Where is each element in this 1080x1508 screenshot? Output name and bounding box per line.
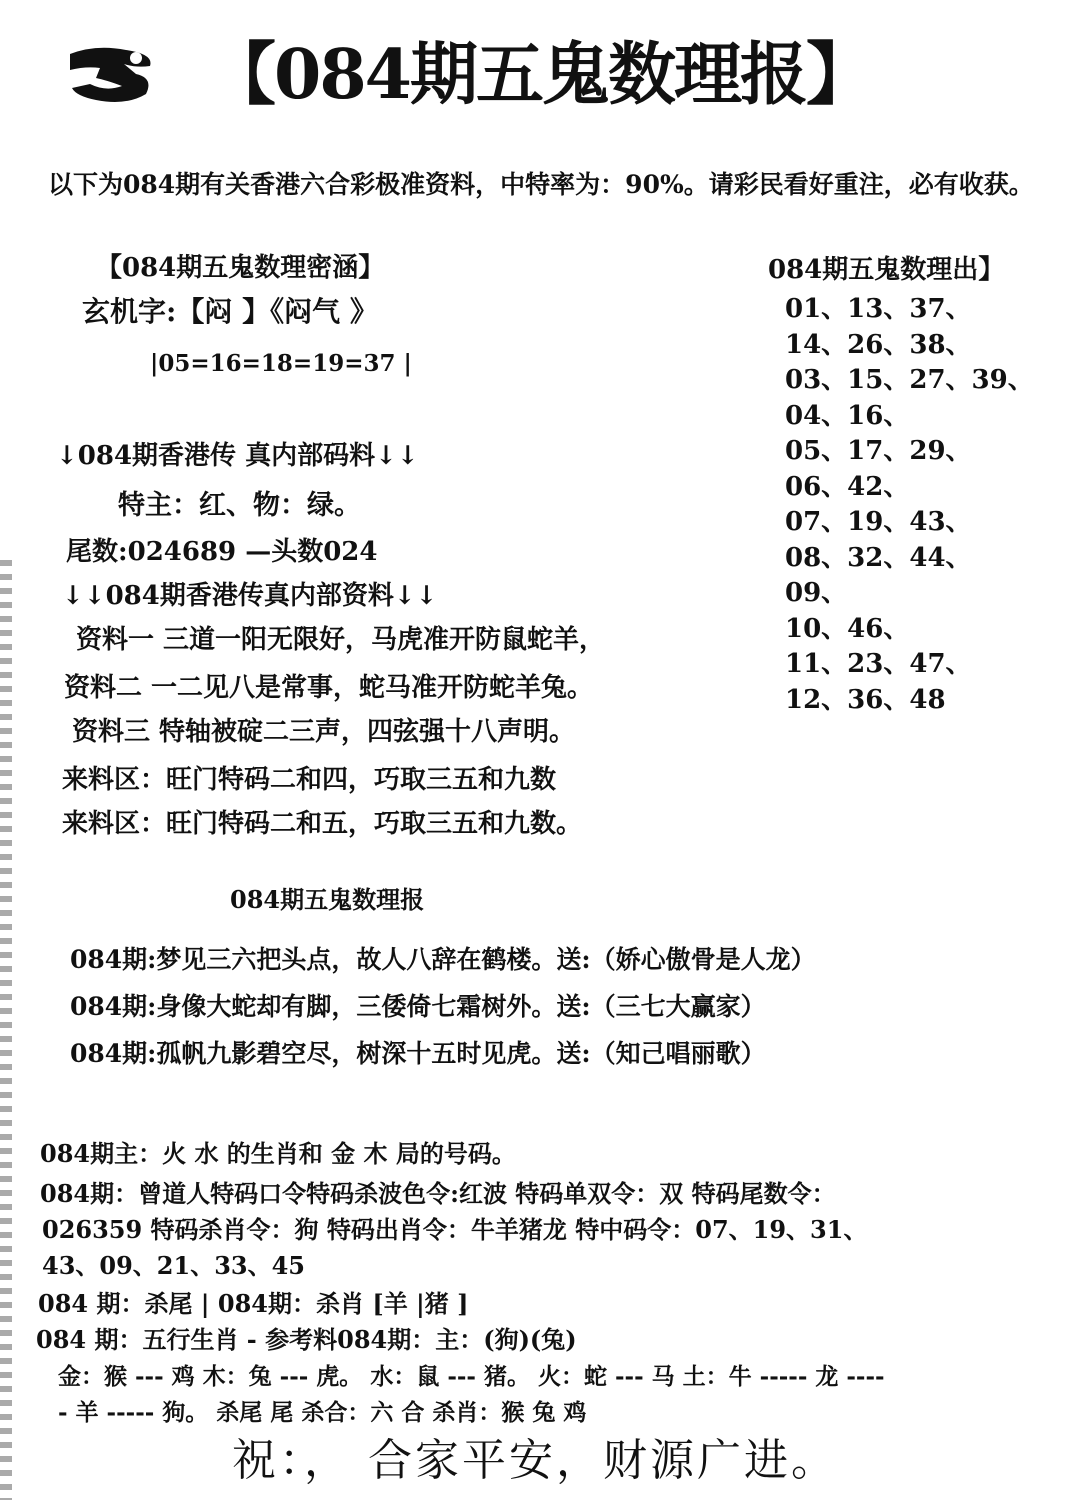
number-row: 11、23、47、 xyxy=(785,649,972,679)
number-row: 01、13、37、 xyxy=(785,294,972,324)
bottom-line-8: - 羊 ----- 狗。 杀尾 尾 杀合：六 合 杀肖：猴 兔 鸡 xyxy=(58,1399,587,1426)
number-row: 08、32、44、 xyxy=(785,542,972,573)
poems-heading: 084期五鬼数理报 xyxy=(230,885,425,914)
number-row: 14、26、38、 xyxy=(785,329,972,360)
bottom-line-4: 43、09、21、33、45 xyxy=(42,1251,305,1280)
poem-line: 084期:梦见三六把头点，故人八辞在鹤楼。送:（娇心傲骨是人龙） xyxy=(70,945,816,974)
numbers-list xyxy=(785,292,1034,718)
scan-edge-divider xyxy=(0,560,12,1500)
poem-line: 084期:孤帆九影碧空尽，树深十五时见虎。送:（知己唱丽歌） xyxy=(70,1039,766,1068)
number-row: 12、36、48 xyxy=(785,684,946,715)
number-row: 07、19、43、 xyxy=(785,507,972,537)
number-row: 03、15、27、39、 xyxy=(785,365,1034,395)
bottom-line-2: 084期：曾道人特码口令特码杀波色令:红波 特码单双令：双 特码尾数令： xyxy=(40,1179,836,1208)
poem-line: 084期:身像大蛇却有脚，三倭倚七霜树外。送:（三七大赢家） xyxy=(70,992,766,1021)
number-row: 10、46、 xyxy=(785,613,910,644)
secret-numbers: |05=16=18=19=37 | xyxy=(150,350,412,377)
special-text: 特主：红、物：绿。 xyxy=(118,490,361,521)
secret-heading: 【084期五鬼数理密涵】 xyxy=(96,253,385,283)
data-line-2: 资料二 一二见八是常事，蛇马准开防蛇羊兔。 xyxy=(64,673,594,703)
bottom-line-3: 026359 特码杀肖令：狗 特码出肖令：牛羊猪龙 特中码令：07、19、31、 xyxy=(42,1215,868,1244)
number-row: 09、 xyxy=(785,578,848,608)
bottom-line-6: 084 期：五行生肖 - 参考料084期：主：(狗)(兔) xyxy=(36,1325,577,1354)
tails-text: 尾数:024689 —头数024 xyxy=(66,537,378,567)
intro-text: 以下为084期有关香港六合彩极准资料，中特率为：90%。请彩民看好重注，必有收获。 xyxy=(48,170,1034,199)
data-line-1: 资料一 三道一阳无限好，马虎准开防鼠蛇羊， xyxy=(76,625,606,655)
number-row: 04、16、 xyxy=(785,400,910,431)
number-row: 06、42、 xyxy=(785,471,910,502)
xuanji-text: 玄机字:【闷 】《闷气 》 xyxy=(82,295,378,328)
bottom-line-5: 084 期：杀尾 | 084期：杀肖 [羊 |猪 ] xyxy=(38,1289,469,1318)
blessing-text: 祝：， 合家平安，财源广进。 xyxy=(232,1435,838,1486)
number-row: 05、17、29、 xyxy=(785,436,972,466)
bottom-line-1: 084期主：火 水 的生肖和 金 木 局的号码。 xyxy=(40,1139,516,1168)
page-title: 【084期五鬼数理报】 xyxy=(208,35,872,115)
logo-icon xyxy=(66,44,158,106)
zone-line-2: 来料区：旺门特码二和五，巧取三五和九数。 xyxy=(62,809,583,839)
numbers-heading: 084期五鬼数理出】 xyxy=(768,255,1005,285)
bottom-line-7: 金：猴 --- 鸡 木：兔 --- 虎。 水：鼠 --- 猪。 火：蛇 --- 马 土：牛 ----- 龙 ---- xyxy=(58,1363,885,1390)
hk-heading-1: ↓084期香港传 真内部码料↓↓ xyxy=(56,441,419,471)
hk-heading-2: ↓↓084期香港传真内部资料↓↓ xyxy=(62,581,438,611)
zone-line-1: 来料区：旺门特码二和四，巧取三五和九数 xyxy=(62,765,557,795)
data-line-3: 资料三 特轴被碇二三声，四弦强十八声明。 xyxy=(72,717,576,747)
